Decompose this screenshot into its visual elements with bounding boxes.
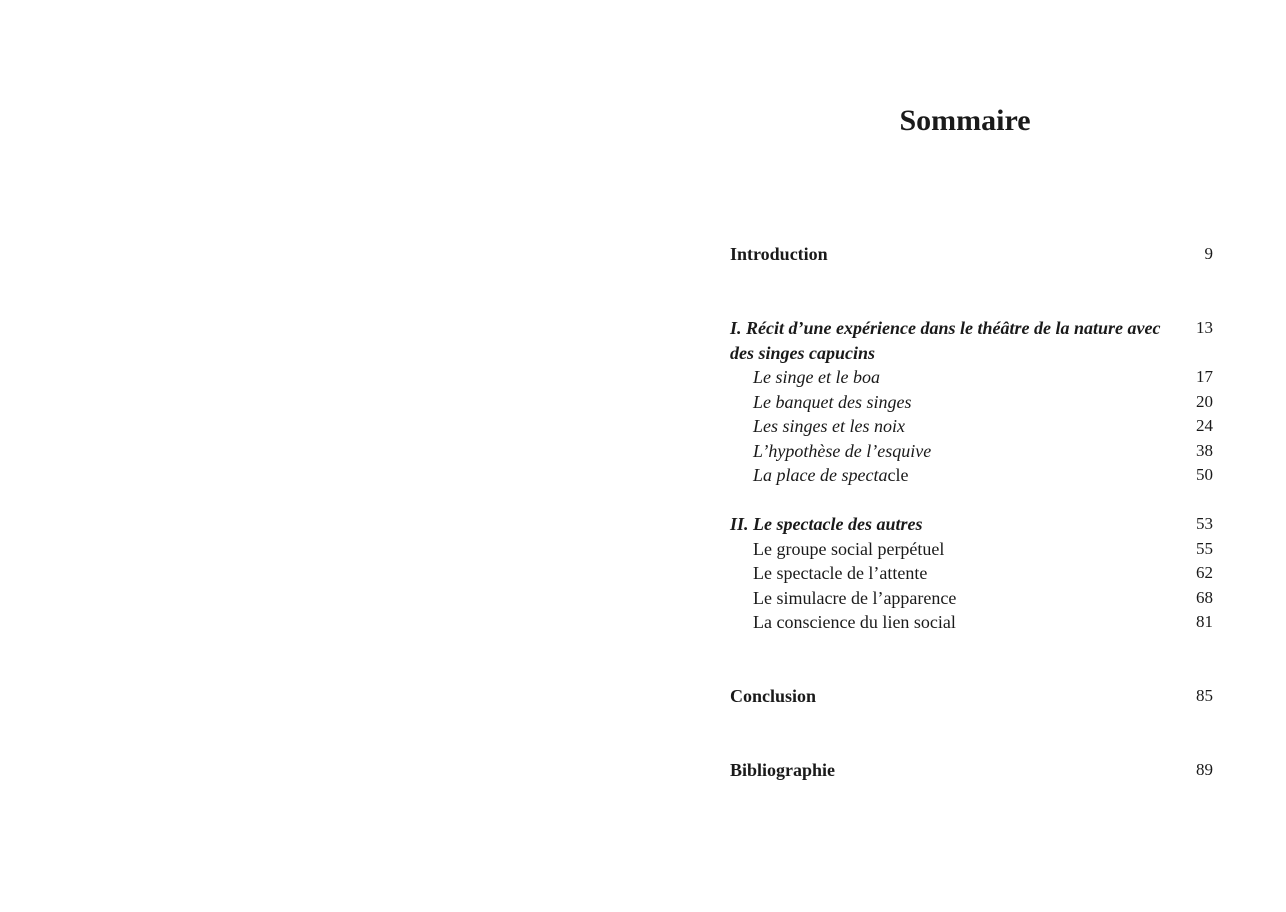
toc-entry-label: Le simulacre de l’apparence (753, 587, 957, 608)
toc-entry-page: 24 (1196, 416, 1213, 435)
toc-entry-label: Le spectacle de l’attente (753, 563, 928, 583)
toc-entry-label (730, 316, 1160, 365)
toc-entry-sub (730, 439, 1213, 464)
toc-entry-page: 62 (1196, 563, 1213, 582)
toc-entry-page: 13 (1196, 318, 1213, 337)
toc-entry-page: 53 (1196, 514, 1213, 533)
toc-entry-page: 50 (1196, 465, 1213, 484)
toc-entry-label: Le banquet des singes (753, 391, 912, 412)
toc-entry-label-italic-part: La place de specta (753, 465, 888, 485)
toc-entry-conclusion (730, 684, 1213, 709)
toc-entry-introduction (730, 242, 1213, 267)
toc-entry-label: La conscience du lien social (753, 612, 956, 632)
page-title: Sommaire (899, 104, 1031, 138)
toc-entry-sub (730, 586, 1213, 611)
toc-entry-label: Le groupe social perpétuel (753, 538, 945, 559)
toc-entry-label: Le singe et le boa (753, 367, 880, 387)
toc-entry-page: 38 (1196, 440, 1213, 460)
toc-entry-page: 81 (1196, 612, 1213, 631)
toc-entry-label: Introduction (730, 244, 828, 264)
toc-entry-sub (730, 610, 1213, 635)
toc-entry-label (730, 463, 908, 488)
toc-entry-page: 89 (1196, 760, 1213, 779)
toc-entry-page: 85 (1196, 686, 1213, 705)
toc-entry-label: Bibliographie (730, 760, 836, 780)
toc-entry-label: Conclusion (730, 686, 817, 706)
toc-entry-sub (730, 365, 1213, 390)
toc-entry-label-line-2: des singes capucins (730, 342, 876, 363)
toc-entry-label: Les singes et les noix (753, 416, 905, 436)
toc-entry-section-1 (730, 316, 1213, 365)
toc-entry-bibliographie (730, 758, 1213, 783)
toc-entry-page: 68 (1196, 587, 1213, 607)
toc-entry-page: 9 (1204, 244, 1213, 263)
table-of-contents (730, 242, 1213, 783)
toc-entry-sub (730, 537, 1213, 562)
toc-entry-page: 17 (1196, 367, 1213, 386)
toc-entry-label-line-1: I. Récit d’une expérience dans le théâtre de la nature avec (730, 318, 1161, 338)
toc-entry-label: L’hypothèse de l’esquive (753, 440, 932, 461)
toc-entry-page: 55 (1196, 538, 1213, 558)
toc-entry-section-2 (730, 512, 1213, 537)
toc-entry-label-roman-part: cle (887, 465, 909, 485)
toc-entry-sub (730, 463, 1213, 488)
toc-entry-sub (730, 414, 1213, 439)
toc-entry-sub (730, 390, 1213, 415)
toc-entry-page: 20 (1196, 391, 1213, 411)
toc-entry-label: II. Le spectacle des autres (730, 514, 923, 534)
toc-entry-sub (730, 561, 1213, 586)
